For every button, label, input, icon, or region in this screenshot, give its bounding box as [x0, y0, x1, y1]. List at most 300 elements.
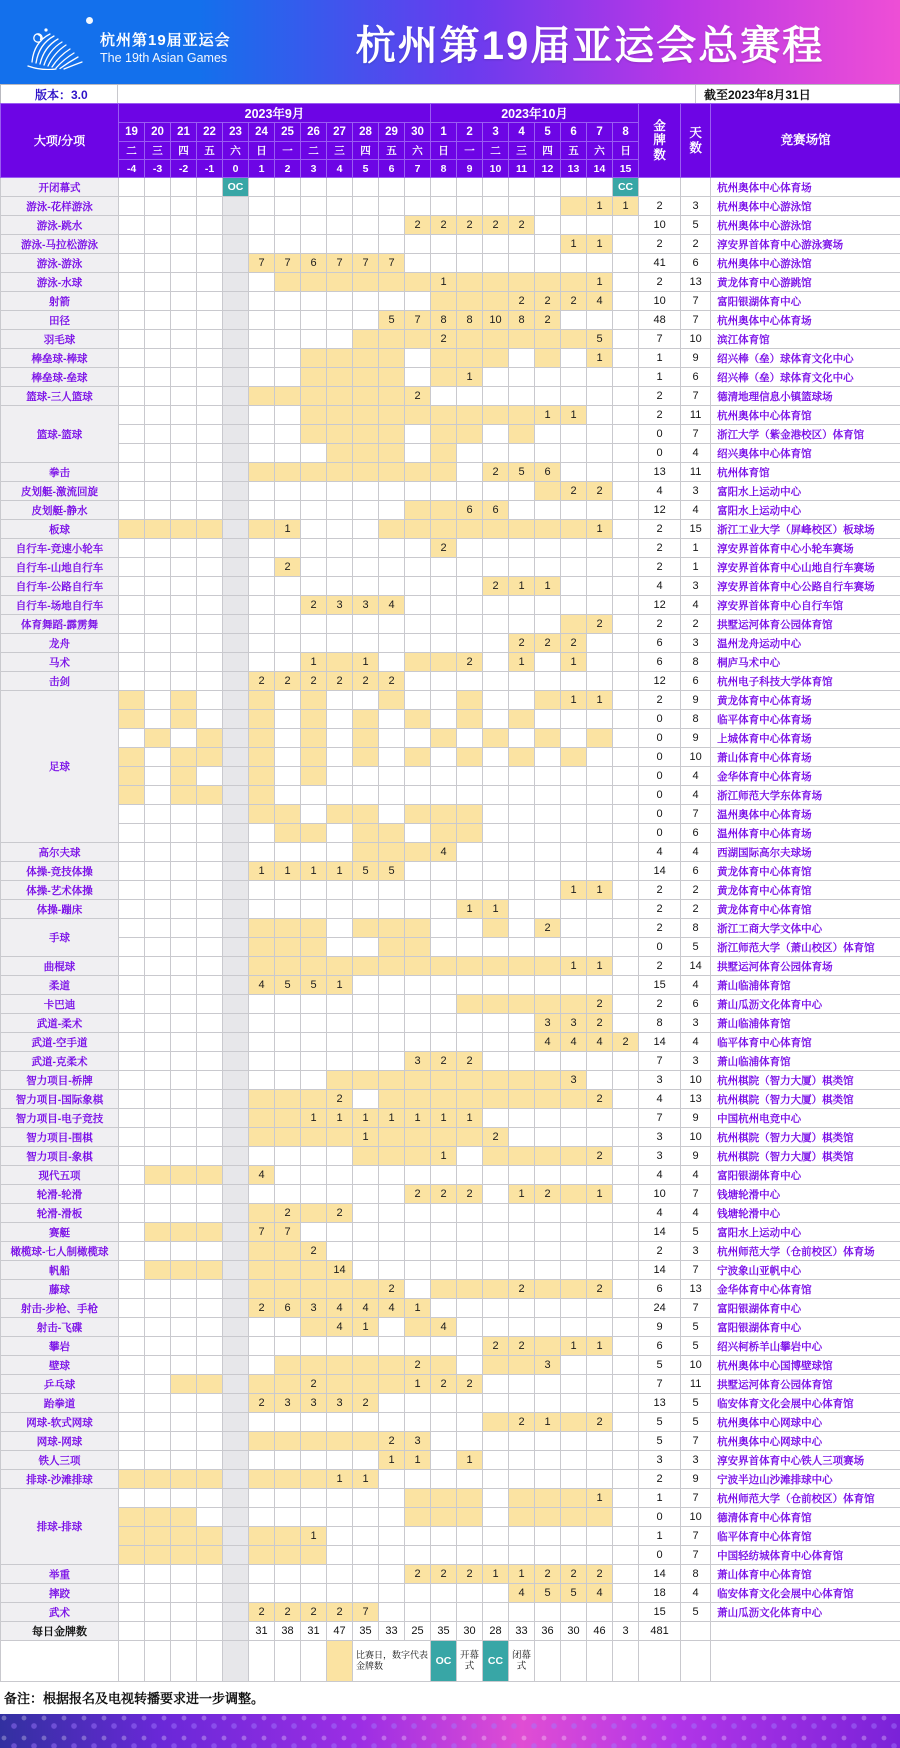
day-cell: [431, 1242, 457, 1261]
day-cell: [171, 786, 197, 805]
day-cell: [145, 349, 171, 368]
day-cell: [405, 1413, 431, 1432]
day-cell: [483, 235, 509, 254]
day-cell: [171, 292, 197, 311]
day-cell: [457, 577, 483, 596]
day-cell: [535, 1299, 561, 1318]
day-cell: [301, 1470, 327, 1489]
day-cell: [483, 1318, 509, 1337]
day-cell: [327, 900, 353, 919]
day-cell: [405, 995, 431, 1014]
day-cell: [249, 368, 275, 387]
day-cell: [613, 558, 639, 577]
day-cell: [223, 501, 249, 520]
day-count: 3: [681, 634, 711, 653]
daynum-header: 5: [353, 160, 379, 178]
day-cell: [405, 1470, 431, 1489]
gold-count: 2: [639, 1470, 681, 1489]
day-cell: [275, 368, 301, 387]
day-cell: [457, 710, 483, 729]
day-cell: [379, 691, 405, 710]
venue-cell: 桐庐马术中心: [711, 653, 900, 672]
daily-gold-value: [171, 1622, 197, 1641]
day-cell: [483, 406, 509, 425]
sport-label: 羽毛球: [1, 330, 119, 349]
day-cell: [327, 235, 353, 254]
medal-cell: 3: [301, 1394, 327, 1413]
day-cell: [327, 558, 353, 577]
day-cell: [561, 1413, 587, 1432]
day-cell: [483, 330, 509, 349]
day-cell: [249, 824, 275, 843]
day-cell: [275, 1413, 301, 1432]
day-cell: [223, 1356, 249, 1375]
day-cell: [353, 311, 379, 330]
day-cell: [223, 1166, 249, 1185]
day-cell: [379, 729, 405, 748]
day-cell: [353, 1432, 379, 1451]
month-header: 2023年10月: [431, 104, 639, 123]
medal-cell: 6: [483, 501, 509, 520]
sport-label: 铁人三项: [1, 1451, 119, 1470]
day-cell: [587, 729, 613, 748]
day-cell: [379, 1128, 405, 1147]
day-count: 7: [681, 311, 711, 330]
day-cell: [561, 1432, 587, 1451]
day-cell: [145, 1052, 171, 1071]
day-cell: [197, 1147, 223, 1166]
medal-cell: 4: [327, 1318, 353, 1337]
day-cell: [587, 216, 613, 235]
venue-cell: 拱墅运河体育公园体育馆: [711, 615, 900, 634]
date-header: 25: [275, 123, 301, 142]
day-cell: [535, 1128, 561, 1147]
day-cell: [405, 615, 431, 634]
daily-gold-value: 38: [275, 1622, 301, 1641]
day-cell: [431, 368, 457, 387]
day-count: 9: [681, 1109, 711, 1128]
day-cell: [197, 1489, 223, 1508]
day-count: 5: [681, 1223, 711, 1242]
total-gold-count: 481: [639, 1622, 681, 1641]
day-cell: [405, 463, 431, 482]
medal-cell: 1: [353, 1128, 379, 1147]
day-cell: [119, 729, 145, 748]
venue-cell: 富阳银湖体育中心: [711, 292, 900, 311]
day-cell: [353, 976, 379, 995]
day-count: 9: [681, 1147, 711, 1166]
day-cell: [249, 292, 275, 311]
day-cell: [327, 881, 353, 900]
day-cell: [119, 387, 145, 406]
day-count: 7: [681, 1527, 711, 1546]
medal-cell: 2: [249, 1603, 275, 1622]
day-cell: [431, 995, 457, 1014]
gold-count: 1: [639, 1489, 681, 1508]
sport-label: 跆拳道: [1, 1394, 119, 1413]
day-cell: [223, 995, 249, 1014]
day-cell: [353, 1413, 379, 1432]
day-count: 3: [681, 1451, 711, 1470]
day-cell: [301, 558, 327, 577]
day-cell: [249, 1432, 275, 1451]
closing-ceremony-cell: CC: [613, 178, 639, 197]
day-cell: [483, 197, 509, 216]
day-cell: [275, 1432, 301, 1451]
day-cell: [509, 273, 535, 292]
day-cell: [275, 881, 301, 900]
schedule-table: [0, 103, 900, 1682]
day-cell: [145, 1470, 171, 1489]
day-cell: [197, 634, 223, 653]
day-cell: [301, 1280, 327, 1299]
day-cell: [197, 311, 223, 330]
day-count: 4: [681, 976, 711, 995]
day-count: 1: [681, 558, 711, 577]
medal-cell: 2: [457, 1565, 483, 1584]
day-cell: [405, 805, 431, 824]
venue-header: [711, 104, 900, 178]
day-cell: [509, 957, 535, 976]
day-cell: [509, 520, 535, 539]
day-cell: [301, 691, 327, 710]
day-cell: [275, 615, 301, 634]
day-cell: [145, 178, 171, 197]
day-cell: [249, 444, 275, 463]
medal-cell: 2: [587, 1565, 613, 1584]
day-cell: [535, 824, 561, 843]
day-cell: [535, 767, 561, 786]
day-cell: [405, 1318, 431, 1337]
sport-label: 板球: [1, 520, 119, 539]
day-cell: [301, 1204, 327, 1223]
day-cell: [249, 1014, 275, 1033]
medal-cell: 2: [483, 1128, 509, 1147]
day-cell: [249, 1318, 275, 1337]
day-cell: [561, 672, 587, 691]
day-cell: [171, 1375, 197, 1394]
day-cell: [353, 995, 379, 1014]
medal-cell: 3: [405, 1052, 431, 1071]
medal-cell: 4: [587, 292, 613, 311]
day-cell: [145, 1166, 171, 1185]
medal-cell: 2: [249, 672, 275, 691]
day-cell: [509, 710, 535, 729]
medal-cell: 2: [275, 672, 301, 691]
day-cell: [223, 273, 249, 292]
day-cell: [613, 938, 639, 957]
medal-cell: 1: [327, 862, 353, 881]
day-cell: [405, 748, 431, 767]
day-cell: [613, 1584, 639, 1603]
venue-cell: 浙江师范大学（萧山校区）体育馆: [711, 938, 900, 957]
day-cell: [431, 767, 457, 786]
day-cell: [353, 482, 379, 501]
day-cell: [171, 1413, 197, 1432]
day-cell: [561, 273, 587, 292]
day-cell: [223, 463, 249, 482]
day-cell: [223, 330, 249, 349]
day-cell: [561, 1451, 587, 1470]
day-cell: [301, 178, 327, 197]
day-cell: [587, 919, 613, 938]
venue-cell: 临平体育中心体育场: [711, 710, 900, 729]
day-cell: [405, 558, 431, 577]
gold-count: 9: [639, 1318, 681, 1337]
day-cell: [535, 349, 561, 368]
day-cell: [197, 1337, 223, 1356]
day-cell: [171, 311, 197, 330]
day-count: 8: [681, 710, 711, 729]
day-cell: [249, 1470, 275, 1489]
gold-count: 0: [639, 425, 681, 444]
daily-gold-value: 25: [405, 1622, 431, 1641]
day-cell: [509, 596, 535, 615]
medal-cell: 1: [457, 1109, 483, 1128]
day-cell: [249, 1546, 275, 1565]
day-cell: [379, 292, 405, 311]
day-count: 6: [681, 995, 711, 1014]
day-cell: [119, 1166, 145, 1185]
daynum-header: 9: [457, 160, 483, 178]
venue-cell: 临安体育文化会展中心体育馆: [711, 1394, 900, 1413]
day-cell: [561, 463, 587, 482]
medal-cell: 2: [535, 1185, 561, 1204]
day-cell: [483, 349, 509, 368]
day-cell: [353, 1223, 379, 1242]
day-cell: [171, 900, 197, 919]
date-header: 7: [587, 123, 613, 142]
day-cell: [249, 596, 275, 615]
weekday-header: 日: [431, 142, 457, 160]
medal-cell: 6: [301, 254, 327, 273]
day-cell: [613, 368, 639, 387]
day-cell: [145, 1128, 171, 1147]
daily-gold-value: 28: [483, 1622, 509, 1641]
venue-cell: 西湖国际高尔夫球场: [711, 843, 900, 862]
day-cell: [223, 1261, 249, 1280]
medal-cell: 1: [353, 1470, 379, 1489]
day-cell: [613, 900, 639, 919]
medal-cell: 1: [457, 368, 483, 387]
day-cell: [353, 1546, 379, 1565]
day-cell: [275, 1337, 301, 1356]
day-cell: [561, 1242, 587, 1261]
day-cell: [171, 1261, 197, 1280]
day-cell: [197, 862, 223, 881]
medal-cell: 4: [509, 1584, 535, 1603]
day-cell: [275, 444, 301, 463]
day-cell: [119, 748, 145, 767]
day-cell: [223, 311, 249, 330]
day-cell: [483, 710, 509, 729]
day-cell: [535, 843, 561, 862]
day-cell: [223, 881, 249, 900]
day-cell: [145, 1033, 171, 1052]
day-cell: [249, 1147, 275, 1166]
day-cell: [509, 1242, 535, 1261]
day-cell: [431, 1527, 457, 1546]
day-cell: [431, 558, 457, 577]
day-cell: [483, 1166, 509, 1185]
date-header: 28: [353, 123, 379, 142]
day-cell: [119, 843, 145, 862]
day-count: 4: [681, 444, 711, 463]
venue-cell: 萧山瓜沥文化体育中心: [711, 995, 900, 1014]
date-header: 24: [249, 123, 275, 142]
daily-gold-value: [119, 1622, 145, 1641]
daily-gold-value: 30: [561, 1622, 587, 1641]
day-cell: [301, 273, 327, 292]
day-cell: [275, 1375, 301, 1394]
day-cell: [249, 1527, 275, 1546]
day-cell: [327, 653, 353, 672]
day-cell: [353, 1242, 379, 1261]
day-cell: [535, 273, 561, 292]
day-cell: [145, 1280, 171, 1299]
day-cell: [405, 938, 431, 957]
day-cell: [509, 482, 535, 501]
gold-count: 2: [639, 995, 681, 1014]
gold-count: 14: [639, 862, 681, 881]
day-cell: [431, 1299, 457, 1318]
day-cell: [197, 843, 223, 862]
medal-cell: 1: [327, 1470, 353, 1489]
day-cell: [431, 862, 457, 881]
day-cell: [119, 976, 145, 995]
day-cell: [249, 653, 275, 672]
venue-cell: 杭州体育馆: [711, 463, 900, 482]
medal-cell: 3: [535, 1356, 561, 1375]
day-cell: [275, 311, 301, 330]
day-cell: [379, 881, 405, 900]
day-cell: [171, 1299, 197, 1318]
gold-count: 2: [639, 900, 681, 919]
day-cell: [249, 710, 275, 729]
medal-cell: 4: [587, 1584, 613, 1603]
day-cell: [353, 919, 379, 938]
day-cell: [405, 1071, 431, 1090]
medal-cell: 2: [431, 1565, 457, 1584]
day-cell: [353, 1508, 379, 1527]
gold-count: 14: [639, 1565, 681, 1584]
day-cell: [483, 1033, 509, 1052]
day-cell: [613, 311, 639, 330]
sport-label: 龙舟: [1, 634, 119, 653]
legend-matchday-text: 比赛日，数字代表金牌数: [353, 1641, 431, 1682]
day-cell: [405, 729, 431, 748]
medal-cell: 2: [509, 1413, 535, 1432]
day-cell: [171, 1090, 197, 1109]
day-cell: [145, 197, 171, 216]
gold-count: 12: [639, 672, 681, 691]
day-cell: [613, 1242, 639, 1261]
day-cell: [353, 406, 379, 425]
medal-cell: 2: [535, 919, 561, 938]
medal-cell: 2: [561, 634, 587, 653]
day-cell: [379, 425, 405, 444]
medal-cell: 2: [535, 292, 561, 311]
day-cell: [457, 824, 483, 843]
medal-cell: 2: [353, 1394, 379, 1413]
day-cell: [223, 1565, 249, 1584]
day-count: 3: [681, 482, 711, 501]
day-cell: [431, 1261, 457, 1280]
legend-empty-cell: [711, 1641, 900, 1682]
weekday-header: 四: [171, 142, 197, 160]
day-cell: [197, 1451, 223, 1470]
day-cell: [223, 558, 249, 577]
date-header: 19: [119, 123, 145, 142]
legend-empty-cell: [561, 1641, 587, 1682]
day-cell: [561, 1109, 587, 1128]
day-cell: [561, 919, 587, 938]
page-title: 杭州第19届亚运会总赛程: [355, 23, 825, 68]
gold-count: 14: [639, 1033, 681, 1052]
day-cell: [535, 1603, 561, 1622]
day-cell: [457, 1318, 483, 1337]
day-cell: [223, 387, 249, 406]
day-cell: [197, 1527, 223, 1546]
medal-cell: 1: [275, 862, 301, 881]
gold-count: 0: [639, 938, 681, 957]
day-cell: [379, 1470, 405, 1489]
day-cell: [405, 1014, 431, 1033]
sport-label: 网球-软式网球: [1, 1413, 119, 1432]
venue-cell: 杭州棋院（智力大厦）棋类馆: [711, 1147, 900, 1166]
day-cell: [457, 1394, 483, 1413]
day-count: 3: [681, 197, 711, 216]
gold-count: 2: [639, 539, 681, 558]
day-cell: [457, 1223, 483, 1242]
day-cell: [431, 1394, 457, 1413]
gold-count: 0: [639, 767, 681, 786]
day-cell: [613, 444, 639, 463]
day-cell: [457, 1356, 483, 1375]
venue-cell: 温州奥体中心体育场: [711, 805, 900, 824]
day-cell: [613, 1128, 639, 1147]
day-cell: [223, 1242, 249, 1261]
venue-cell: 萧山临浦体育馆: [711, 976, 900, 995]
day-cell: [509, 938, 535, 957]
day-cell: [223, 292, 249, 311]
day-cell: [249, 1508, 275, 1527]
day-cell: [353, 444, 379, 463]
day-cell: [197, 1128, 223, 1147]
day-cell: [327, 1166, 353, 1185]
sport-label: 壁球: [1, 1356, 119, 1375]
day-cell: [431, 691, 457, 710]
day-cell: [613, 349, 639, 368]
day-cell: [353, 501, 379, 520]
day-cell: [197, 1109, 223, 1128]
sport-label: 排球-排球: [1, 1489, 119, 1565]
day-cell: [145, 254, 171, 273]
day-cell: [197, 425, 223, 444]
day-cell: [223, 957, 249, 976]
day-cell: [275, 1318, 301, 1337]
day-cell: [379, 558, 405, 577]
day-cell: [275, 1128, 301, 1147]
day-cell: [431, 1584, 457, 1603]
legend-cc-label: 闭幕式: [509, 1641, 535, 1682]
day-cell: [431, 919, 457, 938]
day-cell: [509, 425, 535, 444]
day-cell: [509, 862, 535, 881]
day-cell: [457, 1413, 483, 1432]
day-cell: [405, 1489, 431, 1508]
day-cell: [353, 1090, 379, 1109]
